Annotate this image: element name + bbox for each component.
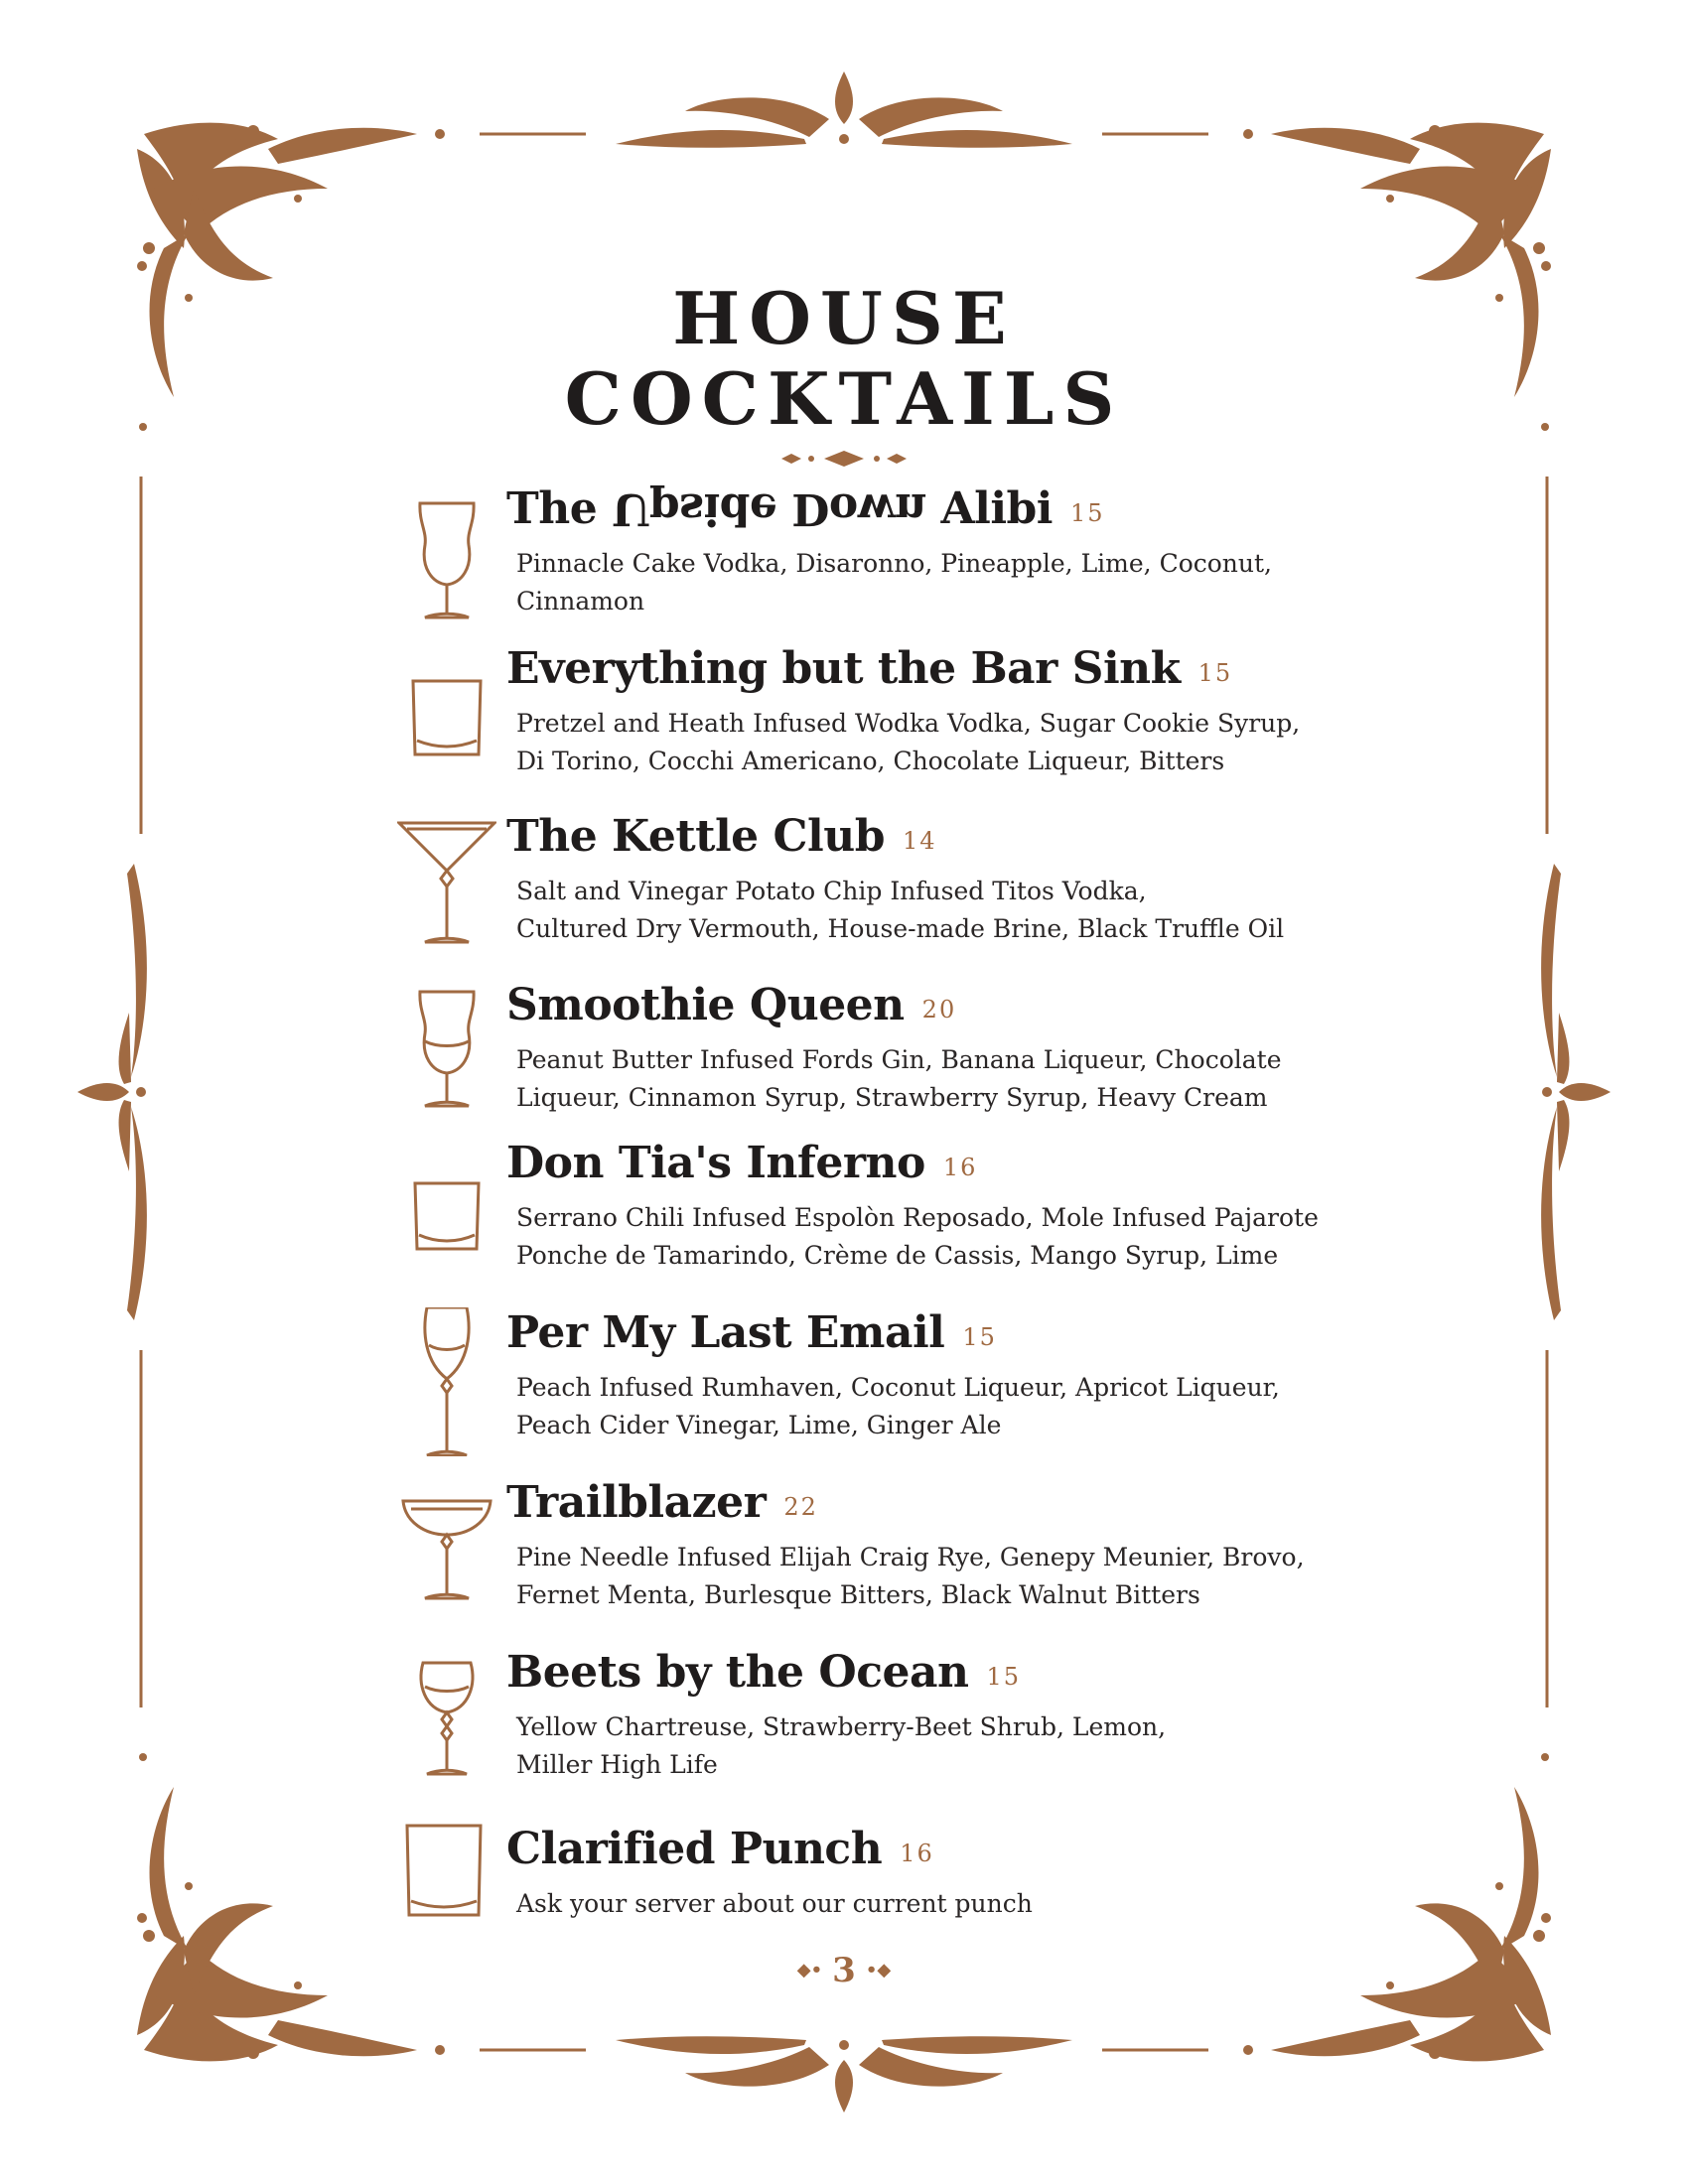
cocktail-description: Pinnacle Cake Vodka, Disaronno, Pineapple, Lime, Coconut, Cinnamon: [516, 549, 1272, 615]
cocktail-name: Beets by the Ocean: [506, 1647, 969, 1698]
tulip-glass-icon: [397, 980, 496, 1129]
cocktail-description: Salt and Vinegar Potato Chip Infused Titos Vodka, Cultured Dry Vermouth, House-made Brine, Black Truffle Oil: [516, 877, 1285, 943]
menu-item: [397, 483, 1331, 632]
cocktail-price: 14: [902, 827, 937, 855]
cocktail-name: Per My Last Email: [506, 1307, 945, 1358]
wine-glass-icon: [397, 1307, 496, 1456]
cocktail-description: Pine Needle Infused Elijah Craig Rye, Genepy Meunier, Brovo, Fernet Menta, Burlesque Bitters, Black Walnut Bitters: [516, 1543, 1305, 1609]
cocktail-description: Yellow Chartreuse, Strawberry-Beet Shrub, Lemon, Miller High Life: [516, 1712, 1167, 1779]
cocktail-price: 16: [900, 1840, 934, 1867]
martini-glass-icon: [397, 811, 496, 960]
cocktail-price: 15: [962, 1323, 997, 1351]
menu-item: [397, 1138, 1331, 1287]
menu-title-line-2: COCKTAILS: [564, 356, 1124, 441]
tulip-glass-icon: [397, 483, 496, 632]
cocktail-description: Pretzel and Heath Infused Wodka Vodka, Sugar Cookie Syrup, Di Torino, Cocchi Americano, Chocolate Liqueur, Bitters: [516, 709, 1301, 775]
rocks-glass-icon: [397, 1138, 496, 1287]
menu-item: [397, 1647, 1331, 1796]
cocktail-name: Don Tia's Inferno: [506, 1138, 925, 1188]
cocktail-description: Peach Infused Rumhaven, Coconut Liqueur, Apricot Liqueur, Peach Cider Vinegar, Lime, Ginger Ale: [516, 1373, 1280, 1439]
cocktail-name: Clarified Punch: [506, 1824, 883, 1874]
cocktail-name: The Kettle Club: [506, 811, 885, 862]
cocktail-name: Everything but the Bar Sink: [506, 643, 1181, 694]
cocktail-price: 20: [921, 996, 957, 1024]
cocktail-description: Serrano Chili Infused Espolòn Reposado, Mole Infused Pajarote Ponche de Tamarindo, Crème de Cassis, Mango Syrup, Lime: [516, 1203, 1319, 1270]
cocktail-name: Trailblazer: [506, 1477, 767, 1528]
title-divider-ornament: [781, 449, 907, 469]
cocktail-description: Peanut Butter Infused Fords Gin, Banana Liqueur, Chocolate Liqueur, Cinnamon Syrup, Strawberry Syrup, Heavy Cream: [516, 1045, 1282, 1112]
menu-item: [397, 643, 1331, 792]
ornament-right-icon: •◆: [865, 1960, 892, 1980]
rocks-glass-icon: [397, 643, 496, 792]
cocktail-name: Smoothie Queen: [506, 980, 905, 1030]
page-number: ◆• 3 •◆: [796, 1951, 892, 1990]
menu-title-line-1: HOUSE: [672, 276, 1016, 360]
menu-item: [397, 1307, 1331, 1456]
cocktail-description: Ask your server about our current punch: [516, 1889, 1033, 1918]
menu-item: [397, 980, 1331, 1129]
menu-item: [397, 1477, 1331, 1626]
cocktail-price: 15: [1197, 659, 1233, 687]
cocktail-price: 16: [942, 1154, 978, 1181]
upside-down-text: Upside Down: [612, 483, 926, 534]
menu-item: [397, 811, 1331, 960]
goblet-glass-icon: [397, 1647, 496, 1796]
ornament-left-icon: ◆•: [796, 1960, 823, 1980]
cocktail-price: 15: [986, 1663, 1022, 1691]
coupe-glass-icon: [397, 1477, 496, 1626]
cocktail-price: 15: [1070, 499, 1105, 527]
cocktail-name: The Upside Down Alibi: [506, 483, 1054, 534]
cocktail-price: 22: [783, 1493, 818, 1521]
